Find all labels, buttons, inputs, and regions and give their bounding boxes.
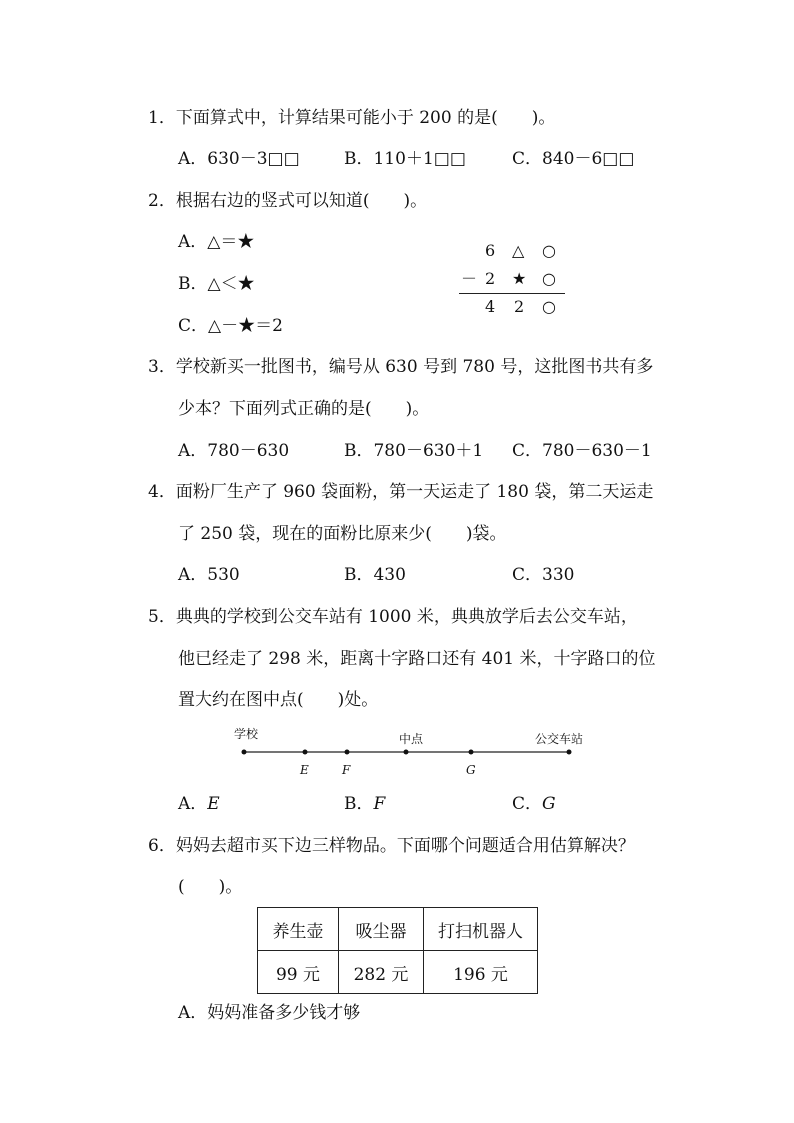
table-header-row [258,908,538,951]
vertical-digit-r1-c1: 6 [485,241,496,260]
vertical-digit-r1-c2: △ [512,241,525,260]
q4-option-b: B．430 [344,565,406,585]
point-g [469,750,474,755]
q5-option-a [178,794,220,814]
point-e [303,750,308,755]
q1-option-a: A．630－3□□ [178,149,300,169]
q5-option-c [512,794,556,814]
q5-option-a-value: E [207,794,220,814]
table-row [258,951,538,994]
vertical-digit-r1-c3: ○ [542,241,556,260]
q3-option-b: B．780－630＋1 [344,441,484,461]
q5-option-a-prefix: A． [178,794,208,814]
vertical-minus-sign: － [461,269,478,288]
q6-line1: 6．妈妈去超市买下边三样物品。下面哪个问题适合用估算解决？ [148,836,635,856]
q3-line1: 3．学校新买一批图书，编号从 630 号到 780 号，这批图书共有多 [148,357,654,377]
q5-option-c-value: G [542,794,556,814]
q2-option-a: A．△＝★ [178,232,255,252]
label-e: E [300,763,309,777]
q5-option-b-value: F [373,794,386,814]
vertical-digit-r2-c2: ★ [512,269,527,288]
q5-option-b [344,794,385,814]
table-header-cell: 养生壶 [258,908,339,951]
q5-option-c-prefix: C． [512,794,543,814]
label-bus-stop: 公交车站 [535,732,584,746]
table-cell: 196 元 [424,951,538,994]
label-midpoint: 中点 [399,732,424,746]
vertical-digit-r3-c1: 4 [485,297,496,316]
table-header-cell: 吸尘器 [339,908,424,951]
vertical-digit-r2-c3: ○ [542,269,556,288]
point-school [242,750,247,755]
q4-option-a: A．530 [178,565,240,585]
label-g: G [466,763,476,777]
point-midpoint [404,750,409,755]
label-f: F [342,763,351,777]
q4-line2: 了 250 袋，现在的面粉比原来少( )袋。 [178,524,507,544]
q1-stem: 1．下面算式中，计算结果可能小于 200 的是( )。 [148,108,556,128]
table-cell: 99 元 [258,951,339,994]
q5-line3: 置大约在图中点( )处。 [178,690,379,710]
q2-option-c: C．△－★＝2 [178,316,283,336]
q3-option-a: A．780－630 [178,441,290,461]
q5-line1: 5．典典的学校到公交车站有 1000 米，典典放学后去公交车站， [148,607,638,627]
table-header-cell: 打扫机器人 [424,908,538,951]
q5-line2: 他已经走了 298 米，距离十字路口还有 401 米，十字路口的位 [178,649,656,669]
q6-option-a: A．妈妈准备多少钱才够 [178,1003,361,1023]
vertical-divider-line [459,293,565,294]
q2-stem: 2．根据右边的竖式可以知道( )。 [148,191,428,211]
point-f [345,750,350,755]
vertical-digit-r3-c2: 2 [514,297,525,316]
q3-line2: 少本？下面列式正确的是( )。 [178,399,430,419]
q1-option-b: B．110＋1□□ [344,149,466,169]
q5-option-b-prefix: B． [344,794,374,814]
q4-line1: 4．面粉厂生产了 960 袋面粉，第一天运走了 180 袋，第二天运走 [148,482,654,502]
vertical-digit-r3-c3: ○ [542,297,556,316]
vertical-digit-r2-c1: 2 [485,269,496,288]
table-cell: 282 元 [339,951,424,994]
q6-line2: ( )。 [178,877,243,897]
q1-option-c: C．840－6□□ [512,149,635,169]
q3-option-c: C．780－630－1 [512,441,652,461]
route-line [0,732,794,772]
q2-option-b: B．△＜★ [178,274,255,294]
point-bus-stop [567,750,572,755]
price-table [257,907,538,994]
label-school: 学校 [234,727,259,741]
q4-option-c: C．330 [512,565,575,585]
